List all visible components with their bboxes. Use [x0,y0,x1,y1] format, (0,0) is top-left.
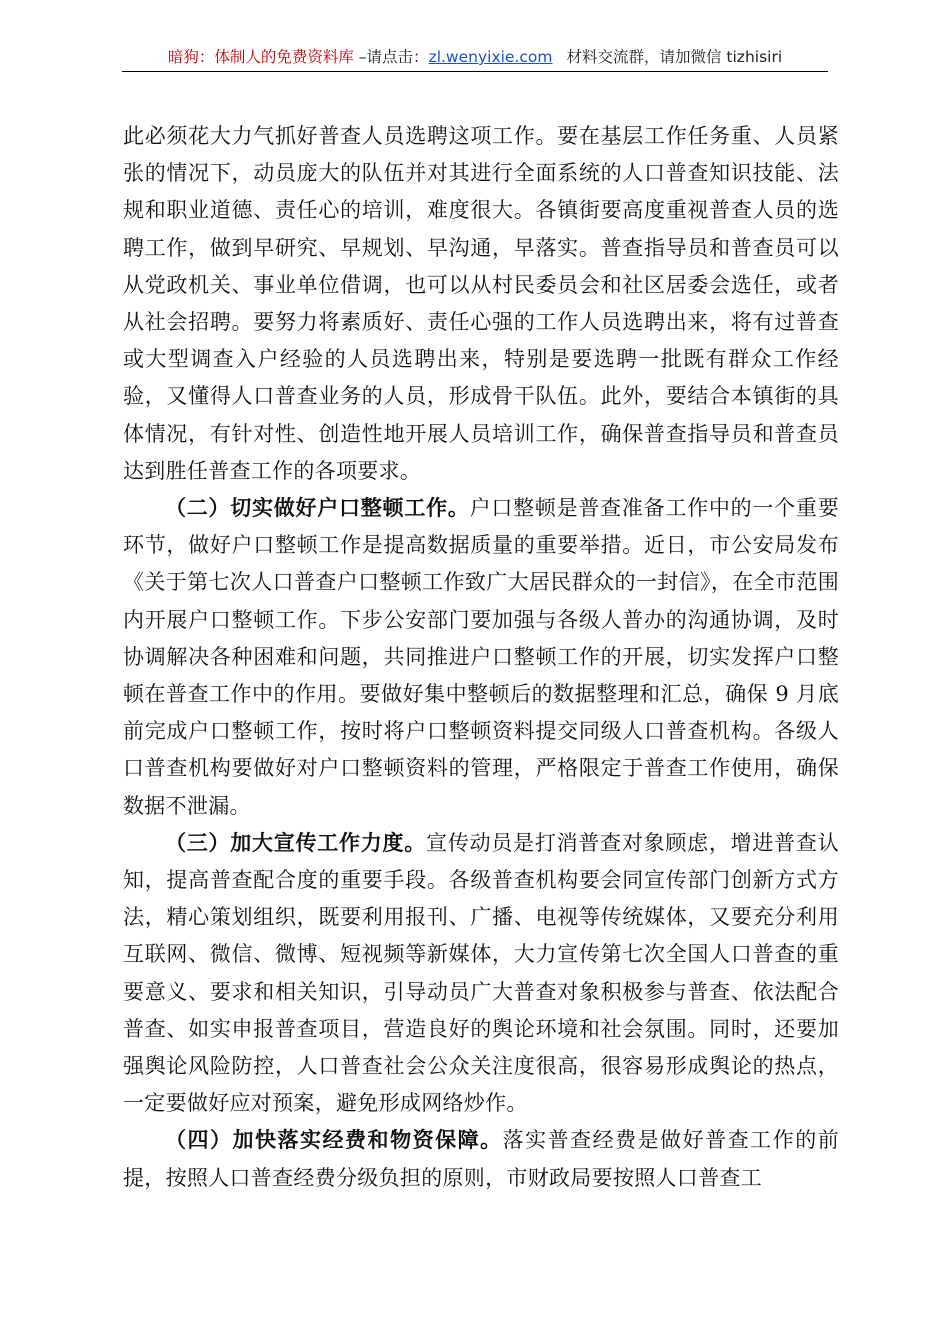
paragraph-3 [123,825,839,1123]
page-header [0,46,950,68]
header-brand: 暗狗：体制人的免费资料库 [167,48,354,66]
paragraph-2-text: 户口整顿是普查准备工作中的一个重要环节，做好户口整顿工作是提高数据质量的重要举措。近日，市公安局发布《关于第七次人口普查户口整顿工作致广大居民群众的一封信》，在全市范围内开展户口整顿工作。下步公安部门要加强与各级人普办的沟通协调，及时协调解决各种困难和问题，共同推进户口整顿工作的开展，切实发挥户口整顿在普查工作中的作用。要做好集中整顿后的数据整理和汇总，确保 9 月底前完成户口整顿工作，按时将户口整顿资料提交同级人口普查机构。各级人口普查机构要做好对户口整顿资料的管理，严格限定于普查工作使用，确保数据不泄漏。 [123,496,839,818]
header-link[interactable]: zl.wenyixie.com [428,48,553,66]
header-contact: 材料交流群，请加微信 tizhisiri [566,48,783,66]
paragraph-4-heading: （四）加快落实经费和物资保障。 [165,1128,503,1153]
paragraph-2-heading: （二）切实做好户口整顿工作。 [165,496,470,521]
header-separator: –请点击： [353,48,429,66]
paragraph-2 [123,490,839,825]
paragraph-4-text: 落实普查经费是做好普查工作的前提，按照人口普查经费分级负担的原则，市财政局要按照人口普查工 [123,1128,840,1190]
document-body [123,118,839,1197]
paragraph-4 [123,1122,839,1196]
paragraph-1-text: 此必须花大力气抓好普查人员选聘这项工作。要在基层工作任务重、人员紧张的情况下，动员庞大的队伍并对其进行全面系统的人口普查知识技能、法规和职业道德、责任心的培训，难度很大。各镇街要高度重视普查人员的选聘工作，做到早研究、早规划、早沟通，早落实。普查指导员和普查员可以从党政机关、事业单位借调，也可以从村民委员会和社区居委会选任，或者从社会招聘。要努力将素质好、责任心强的工作人员选聘出来，将有过普查或大型调查入户经验的人员选聘出来，特别是要选聘一批既有群众工作经验，又懂得人口普查业务的人员，形成骨干队伍。此外，要结合本镇街的具体情况，有针对性、创造性地开展人员培训工作，确保普查指导员和普查员达到胜任普查工作的各项要求。 [123,124,839,483]
paragraph-1 [123,118,839,490]
paragraph-3-heading: （三）加大宣传工作力度。 [165,830,427,855]
paragraph-3-text: 宣传动员是打消普查对象顾虑，增进普查认知，提高普查配合度的重要手段。各级普查机构要会同宣传部门创新方式方法，精心策划组织，既要利用报刊、广播、电视等传统媒体，又要充分利用互联网、微信、微博、短视频等新媒体，大力宣传第七次全国人口普查的重要意义、要求和相关知识，引导动员广大普查对象积极参与普查、依法配合普查、如实申报普查项目，营造良好的舆论环境和社会氛围。同时，还要加强舆论风险防控，人口普查社会公众关注度很高，很容易形成舆论的热点，一定要做好应对预案，避免形成网络炒作。 [123,830,839,1116]
header-divider [122,71,828,72]
